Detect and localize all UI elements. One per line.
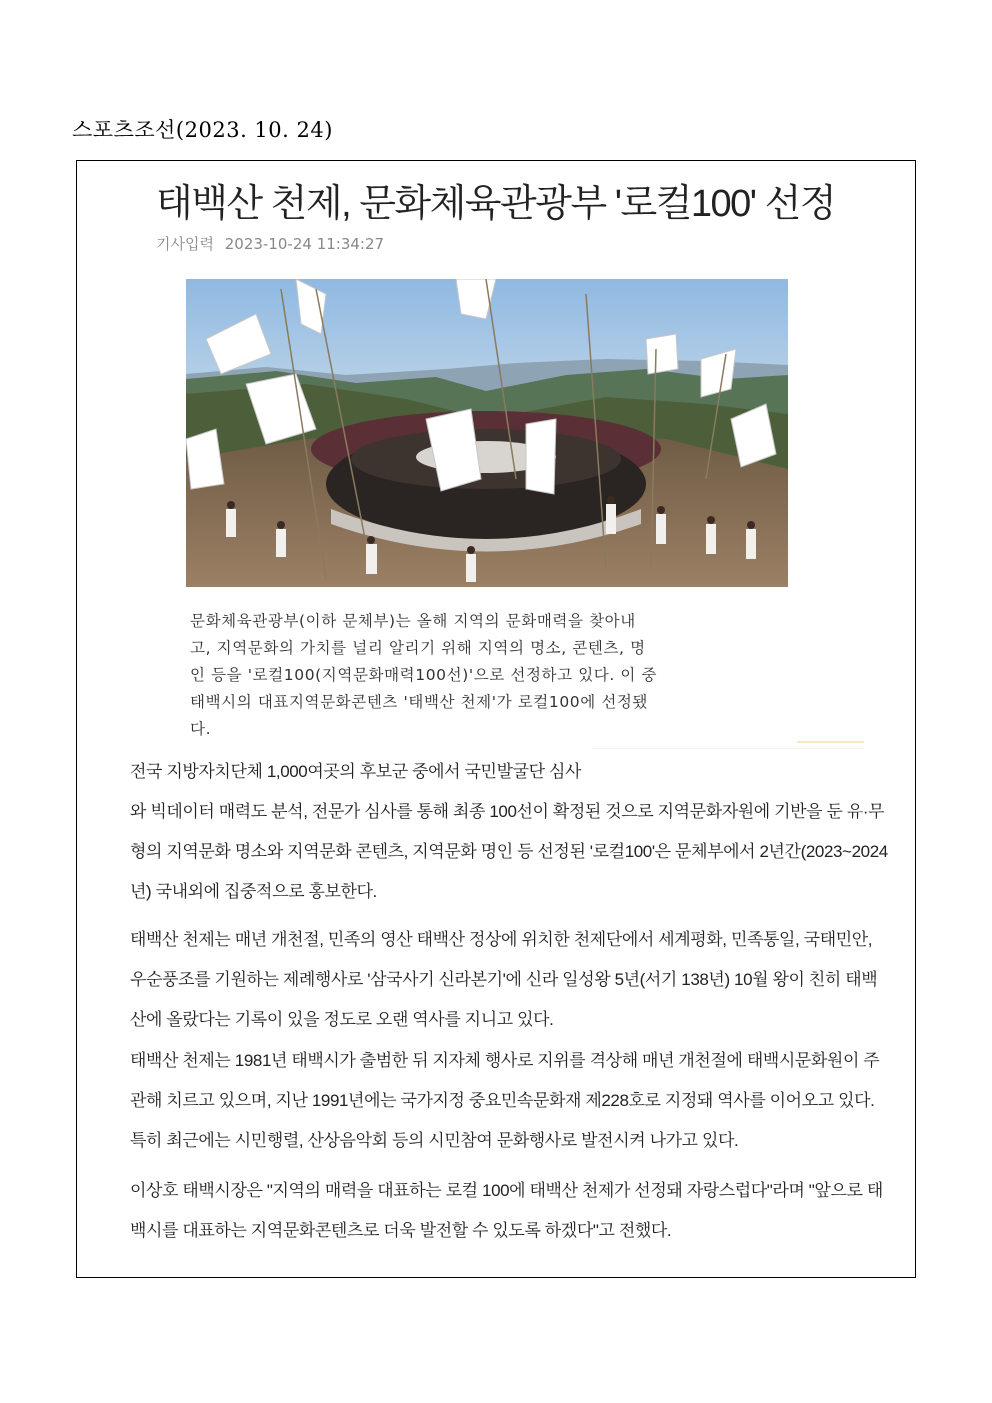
article-paragraph xyxy=(130,752,900,912)
caption-line: 태백시의 대표지역문화콘텐츠 '태백산 천제'가 로컬100에 선정됐 xyxy=(190,693,649,711)
paragraph-line: 태백산 천제는 1981년 태백시가 출범한 뒤 지자체 행사로 지위를 격상해 매년 개천절에 태백시문화원이 주 xyxy=(130,1051,880,1070)
byline-label: 기사입력 xyxy=(156,235,214,253)
divider xyxy=(592,748,864,749)
paragraph-line: 와 빅데이터 매력도 분석, 전문가 심사를 통해 최종 100선이 확정된 것으로 지역문화자원에 기반을 둔 유·무 xyxy=(130,802,885,821)
article-photo xyxy=(186,279,788,587)
paragraph-line: 년) 국내외에 집중적으로 홍보한다. xyxy=(130,882,377,901)
paragraph-line: 특히 최근에는 시민행렬, 산상음악회 등의 시민참여 문화행사로 발전시켜 나가고 있다. xyxy=(130,1131,739,1150)
paragraph-line: 산에 올랐다는 기록이 있을 정도로 오랜 역사를 지니고 있다. xyxy=(130,1010,554,1029)
paragraph-line: 우순풍조를 기원하는 제례행사로 '삼국사기 신라본기'에 신라 일성왕 5년(서기 138년) 10월 왕이 친히 태백 xyxy=(130,970,878,989)
paragraph-line: 관해 치르고 있으며, 지난 1991년에는 국가지정 중요민속문화재 제228호로 지정돼 역사를 이어오고 있다. xyxy=(130,1091,875,1110)
article-paragraph xyxy=(130,1171,900,1251)
divider-accent xyxy=(797,741,864,743)
photo-caption xyxy=(190,608,790,743)
article-headline: 태백산 천제, 문화체육관광부 '로컬100' 선정 xyxy=(156,183,836,225)
paragraph-line: 태백산 천제는 매년 개천절, 민족의 영산 태백산 정상에 위치한 천제단에서 세계평화, 민족통일, 국태민안, xyxy=(130,930,873,949)
byline-datetime: 2023-10-24 11:34:27 xyxy=(224,235,385,253)
caption-line: 고, 지역문화의 가치를 널리 알리기 위해 지역의 명소, 콘텐츠, 명 xyxy=(190,639,646,657)
paragraph-line: 전국 지방자치단체 1,000여곳의 후보군 중에서 국민발굴단 심사 xyxy=(130,762,582,781)
article-paragraph xyxy=(130,920,900,1040)
paragraph-line: 백시를 대표하는 지역문화콘텐츠로 더욱 발전할 수 있도록 하겠다"고 전했다. xyxy=(130,1221,672,1240)
paragraph-line: 이상호 태백시장은 "지역의 매력을 대표하는 로컬 100에 태백산 천제가 선정돼 자랑스럽다"라며 "앞으로 태 xyxy=(130,1181,883,1200)
article-byline xyxy=(156,233,384,254)
caption-line: 문화체육관광부(이하 문체부)는 올해 지역의 문화매력을 찾아내 xyxy=(190,612,636,630)
paragraph-line: 형의 지역문화 명소와 지역문화 콘텐츠, 지역문화 명인 등 선정된 '로컬100'은 문체부에서 2년간(2023~2024 xyxy=(130,842,888,861)
caption-line: 다. xyxy=(190,720,212,738)
caption-line: 인 등을 '로컬100(지역문화매력100선)'으로 선정하고 있다. 이 중 xyxy=(190,666,658,684)
source-header: 스포츠조선(2023. 10. 24) xyxy=(72,118,333,142)
article-paragraph xyxy=(130,1041,900,1161)
